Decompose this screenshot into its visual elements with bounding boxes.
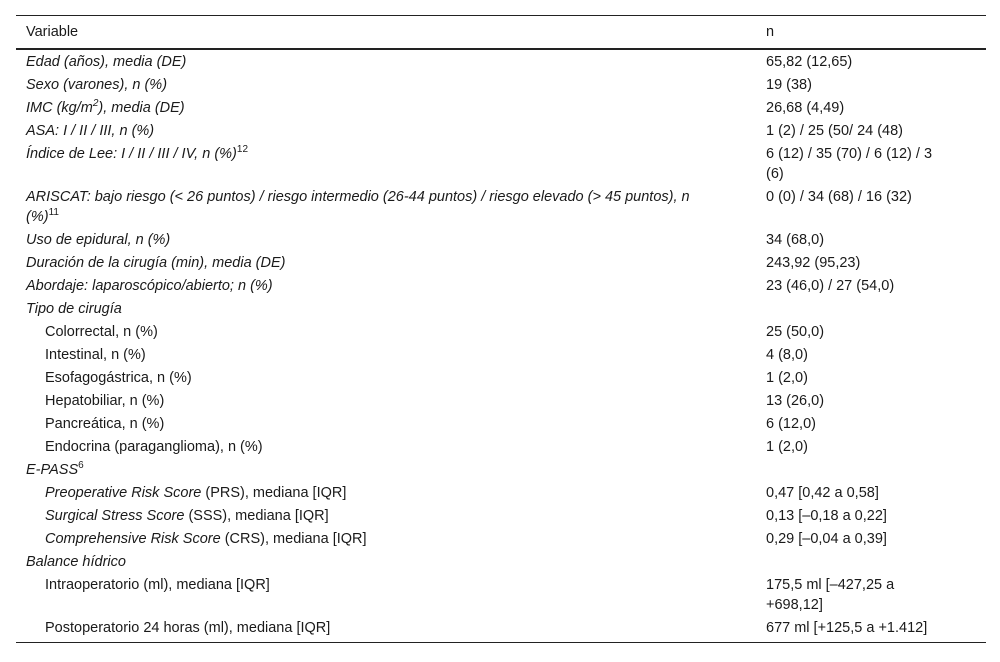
row-label: Postoperatorio 24 horas (ml), mediana [IQR] — [16, 616, 756, 642]
header-variable: Variable — [16, 16, 756, 50]
row-value: 677 ml [+125,5 a +1.412] — [756, 616, 986, 642]
header-n: n — [756, 16, 986, 50]
row-label: Uso de epidural, n (%) — [26, 231, 171, 248]
label-text: Índice de Lee: I / II / III / IV, n (%) — [26, 145, 237, 162]
table-row — [16, 573, 986, 616]
characteristics-table — [16, 15, 986, 643]
row-label: Hepatobiliar, n (%) — [45, 392, 165, 409]
row-value: 0,29 [–0,04 a 0,39] — [766, 530, 887, 547]
row-value: 25 (50,0) — [766, 323, 825, 340]
row-label: Esofagogástrica, n (%) — [45, 369, 192, 386]
table-row — [16, 504, 986, 527]
row-value — [756, 550, 986, 573]
row-value: 4 (8,0) — [766, 346, 808, 363]
label-part: ), media (DE) — [98, 99, 185, 116]
row-value: 23 (46,0) / 27 (54,0) — [766, 277, 895, 294]
row-label — [16, 504, 756, 527]
row-value: 6 (12,0) — [766, 415, 816, 432]
table-row — [16, 228, 986, 251]
label-italic: Comprehensive Risk Score — [45, 530, 221, 547]
row-label — [16, 527, 756, 550]
row-value: 1 (2) / 25 (50/ 24 (48) — [766, 122, 904, 139]
row-value: 0,47 [0,42 a 0,58] — [766, 484, 879, 501]
row-label — [16, 96, 756, 119]
data-table-container — [16, 15, 986, 643]
superscript: 2 — [92, 97, 99, 109]
label-rest: (PRS), mediana [IQR] — [201, 484, 347, 501]
row-value: 1 (2,0) — [766, 438, 808, 455]
row-value: 0 (0) / 34 (68) / 16 (32) — [766, 188, 912, 205]
row-label: Pancreática, n (%) — [45, 415, 165, 432]
section-label: Tipo de cirugía — [26, 300, 122, 317]
row-value — [756, 297, 986, 320]
section-label: Balance hídrico — [26, 553, 126, 570]
table-row — [16, 251, 986, 274]
table-row — [16, 481, 986, 504]
table-section-row — [16, 550, 986, 573]
reference-superscript: 11 — [48, 206, 59, 218]
table-row — [16, 49, 986, 73]
row-value: 34 (68,0) — [766, 231, 825, 248]
label-italic: Surgical Stress Score — [45, 507, 185, 524]
reference-superscript: 6 — [78, 459, 84, 471]
table-row — [16, 119, 986, 142]
label-italic: Preoperative Risk Score — [45, 484, 202, 501]
table-row — [16, 412, 986, 435]
row-value: 19 (38) — [766, 76, 812, 93]
table-row — [16, 389, 986, 412]
row-label: Abordaje: laparoscópico/abierto; n (%) — [26, 277, 273, 294]
row-label: ASA: I / II / III, n (%) — [26, 122, 155, 139]
label-part: IMC (kg/m — [26, 99, 93, 116]
table-row — [16, 343, 986, 366]
table-row — [16, 366, 986, 389]
row-value: 6 (12) / 35 (70) / 6 (12) / 3 (6) — [766, 145, 933, 182]
row-value: 13 (26,0) — [766, 392, 825, 409]
row-value: 175,5 ml [–427,25 a +698,12] — [766, 576, 895, 613]
label-rest: (SSS), mediana [IQR] — [184, 507, 329, 524]
table-section-row — [16, 297, 986, 320]
row-value: 1 (2,0) — [766, 369, 808, 386]
row-label: Colorrectal, n (%) — [45, 323, 158, 340]
table-row — [16, 435, 986, 458]
row-label — [16, 185, 756, 228]
row-value: 26,68 (4,49) — [766, 99, 845, 116]
table-row — [16, 185, 986, 228]
row-label: Duración de la cirugía (min), media (DE) — [26, 254, 286, 271]
row-label: Endocrina (paraganglioma), n (%) — [45, 438, 263, 455]
table-row — [16, 142, 986, 185]
table-section-row — [16, 458, 986, 481]
section-label — [16, 458, 756, 481]
row-value: 243,92 (95,23) — [766, 254, 861, 271]
row-label — [16, 142, 756, 185]
row-label: Sexo (varones), n (%) — [26, 76, 168, 93]
table-header-row — [16, 16, 986, 50]
table-row — [16, 274, 986, 297]
row-value — [756, 458, 986, 481]
row-label: Intestinal, n (%) — [45, 346, 146, 363]
table-row — [16, 96, 986, 119]
row-value: 0,13 [–0,18 a 0,22] — [766, 507, 887, 524]
row-value: 65,82 (12,65) — [766, 53, 853, 70]
row-label — [16, 481, 756, 504]
row-label: Edad (años), media (DE) — [26, 53, 187, 70]
label-rest: (CRS), mediana [IQR] — [220, 530, 367, 547]
table-row — [16, 320, 986, 343]
table-row — [16, 73, 986, 96]
reference-superscript: 12 — [236, 143, 249, 155]
label-text: ARISCAT: bajo riesgo (< 26 puntos) / riesgo intermedio (26-44 puntos) / riesgo elevado (> 45 puntos), n (%) — [26, 188, 690, 225]
table-row — [16, 527, 986, 550]
row-label: Intraoperatorio (ml), mediana [IQR] — [45, 576, 270, 593]
table-row — [16, 616, 986, 642]
label-text: E-PASS — [26, 461, 79, 478]
